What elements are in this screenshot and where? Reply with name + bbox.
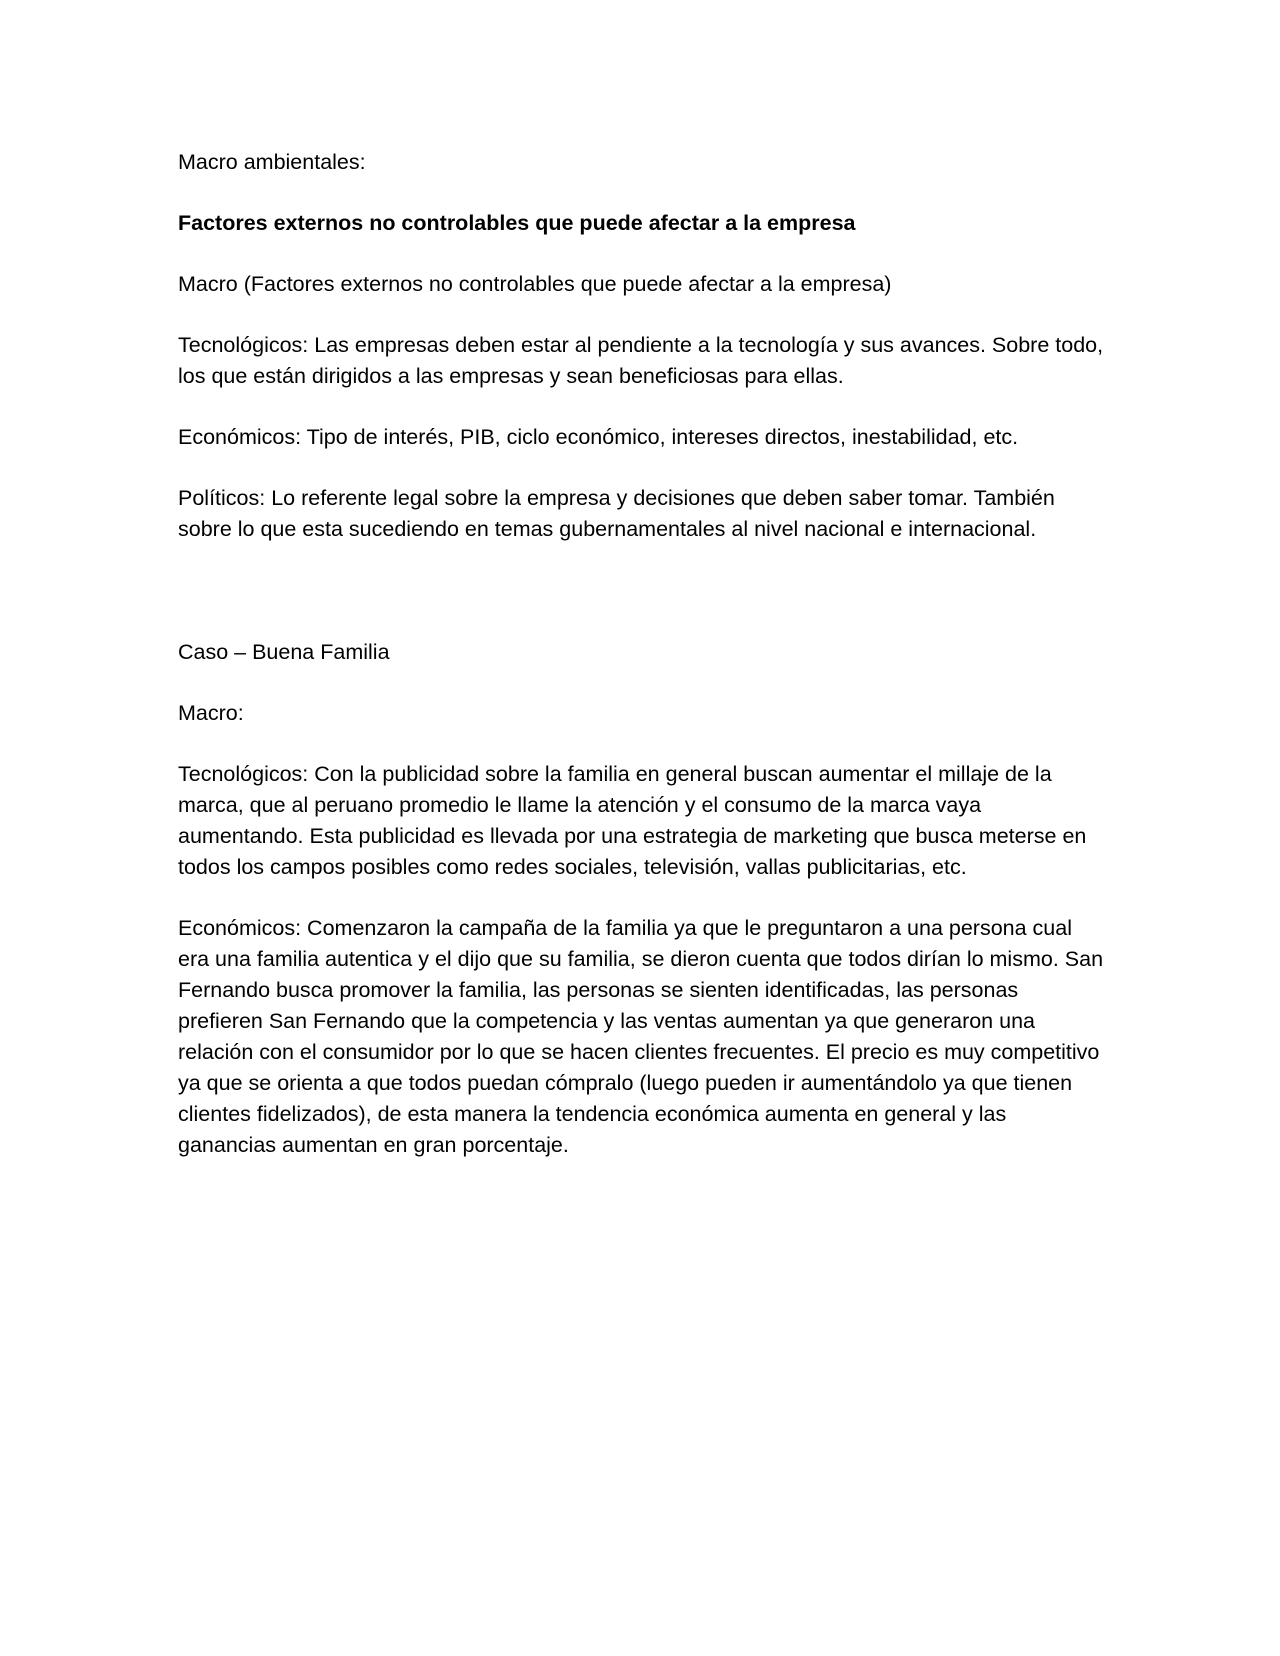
subheading-factores-externos: Factores externos no controlables que puede afectar a la empresa: [178, 211, 856, 235]
case-paragraph-economicos: Económicos: Comenzaron la campaña de la familia ya que le preguntaron a una persona cual era una familia autentica y el dijo que su familia, se dieron cuenta que todos dirían lo mismo. San Fernando busca promover la familia, las personas se sienten identificadas, las personas prefieren San Fernando que la competencia y las ventas aumentan ya que generaron una relación con el consumidor por lo que se hacen clientes frecuentes. El precio es muy competitivo ya que se orienta a que todos puedan cómpralo (luego pueden ir aumentándolo ya que tienen clientes fidelizados), de esta manera la tendencia económica aumenta en general y las ganancias aumentan en gran porcentaje.: [178, 916, 1104, 1157]
document-body: [178, 147, 1108, 1191]
case-paragraph-tecnologicos: Tecnológicos: Con la publicidad sobre la familia en general buscan aumentar el millaje de la marca, que al peruano promedio le llame la atención y el consumo de la marca vaya aumentando. Esta publicidad es llevada por una estrategia de marketing que busca meterse en todos los campos posibles como redes sociales, televisión, vallas publicitarias, etc.: [178, 762, 1087, 879]
heading-macro-ambientales: Macro ambientales:: [178, 150, 366, 174]
case-macro-heading: Macro:: [178, 701, 244, 725]
paragraph-politicos: Políticos: Lo referente legal sobre la empresa y decisiones que deben saber tomar. También sobre lo que esta sucediendo en temas gubernamentales al nivel nacional e internacional.: [178, 486, 1055, 541]
paragraph-tecnologicos: Tecnológicos: Las empresas deben estar al pendiente a la tecnología y sus avances. Sobre todo, los que están dirigidos a las empresas y sean beneficiosas para ellas.: [178, 333, 1104, 388]
case-title: Caso – Buena Familia: [178, 640, 390, 664]
blank-space: [178, 575, 1108, 637]
paragraph-economicos: Económicos: Tipo de interés, PIB, ciclo económico, intereses directos, inestabilidad, etc.: [178, 425, 1019, 449]
paragraph-macro-definition: Macro (Factores externos no controlables que puede afectar a la empresa): [178, 272, 892, 296]
